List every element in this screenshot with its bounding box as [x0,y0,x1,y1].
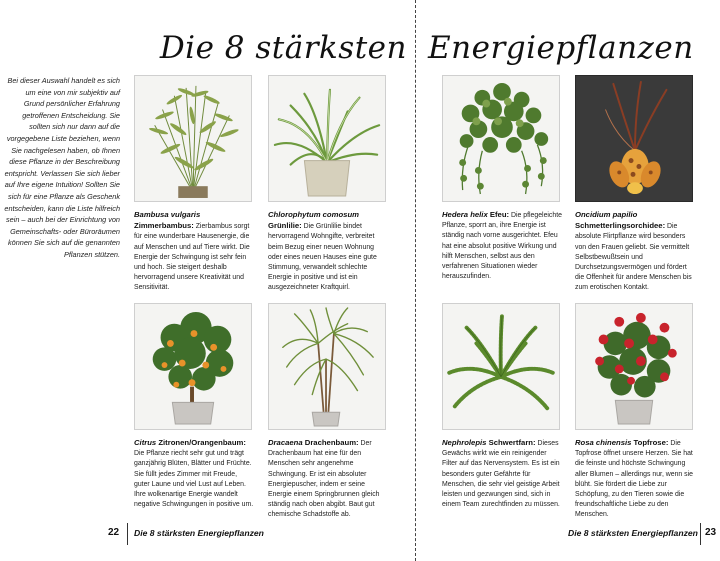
plant-sci-name: Chlorophytum comosum [268,210,359,219]
fern-plant-icon [443,304,559,429]
plant-common-name: Schwertfarn: [486,438,536,447]
plant-common-name: Topfrose: [631,438,669,447]
plant-sci-name: Bambusa vulgaris [134,210,201,219]
page-number-right: 23 [705,527,717,538]
plant-sci-name: Hedera helix [442,210,488,219]
plant-sci-name: Nephrolepis [442,438,487,447]
caption-dracaena [268,438,388,521]
caption-rose [575,438,695,521]
intro-text: Bei dieser Auswahl handelt es sich um eine von mir subjektiv auf Grund persönlicher Erfahrung getroffenen Entscheidung. Sie sollten sich nur dann auf die vorgegebene Liste beziehen, wenn Sie nachgelesen haben, ob Ihnen diese Pflanze in der Beschreibung entspricht. Verlassen Sie sich lieber auf Ihre eigene Intuition! Sollten Sie sich für eine Pflanze als Geschenk entscheiden, kann die Liste hilfreich sein – auch bei der Einrichtung von Gemeinschafts- oder Büroräumen können Sie sich auf die genannten Pflanzen stützen. [4,76,120,259]
photo-dracaena [268,303,386,430]
plant-common-name: Grünlilie: [268,221,302,231]
orchid-icon [576,76,692,201]
plant-sci-name: Dracaena [268,438,303,447]
spider-plant-icon [269,76,385,201]
rose-plant-icon [576,304,692,429]
photo-spider-plant [268,75,386,202]
caption-bamboo [134,210,254,294]
caption-ivy [442,210,562,282]
plant-description: Die Grünlilie bindet hervorragend Wohngifte, verbreitet beim Bezug einer neuen Wohnung oder eines neuen Hauses eine gute Stimmung, verwandelt schlechte Energie in positive und ist ein ausgezeichneter Kraftquirl. [268,223,377,292]
plant-common-name: Drachenbaum: [302,438,359,447]
footer-divider-right [700,523,701,545]
citrus-tree-icon [135,304,251,429]
title-left: Die 8 stärksten [159,30,407,66]
title-right: Energiepflanzen [428,30,694,66]
photo-rose [575,303,693,430]
dracaena-plant-icon [269,304,385,429]
caption-spider-plant [268,210,388,294]
plant-description: Der Drachenbaum hat eine für den Menschen sehr angenehme Schwingung. Er ist ein absoluter Energiepuscher, indem er seine Energie einem Springbrunnen gleich ständig nach oben abgibt. Baut gut chemische Schadstoffe ab. [268,440,380,519]
photo-ivy [442,75,560,202]
caption-citrus [134,438,254,510]
plant-common-name: Efeu: [487,210,510,219]
plant-sci-name: Rosa chinensis [575,438,632,447]
footer-left: Die 8 stärksten Energiepflanzen [134,528,264,538]
photo-citrus [134,303,252,430]
plant-description: Die Topfrose öffnet unsere Herzen. Sie hat die feinste und höchste Schwingung aller Blumen – allerdings nur, wenn sie blüht. Sie fördert die Liebe zur Schöpfung, zu den Tieren sowie die freundschaftliche Liebe zu den Menschen. [575,440,693,519]
plant-common-name: Zimmerbambus: [134,221,194,231]
plant-sci-name: Citrus [134,438,157,447]
plant-description: Dieses Gewächs wirkt wie ein reinigender Filter auf das Nervensystem. Es ist ein besonders guter Gefährte für Menschen, die sehr viel geistige Arbeit leisten und gezwungen sind, sich in einem Team zurechtfinden zu müssen. [442,440,560,509]
photo-fern [442,303,560,430]
page-gutter [415,0,416,561]
page-number-left: 22 [108,527,120,538]
caption-fern [442,438,562,510]
footer-divider-left [127,523,128,545]
plant-common-name: Schmetterlingsorchidee: [575,221,666,231]
plant-description: Die absolute Flirtpflanze wird besonders von den Frauen geliebt. Sie vermittelt Selbstbewußtsein und Durchsetzungsvermögen und fördert die Offenheit für andere Menschen bis zum erotischen Kontakt. [575,223,692,292]
plant-description: Die pflegeleichte Pflanze, sporrt an, ihre Energie ist ständig nach vorne ausgerichtet. Efeu hat eine absolut positive Wirkung und hilft Menschen, selbst aus den verfahrenen Situationen wieder herauszufinden. [442,212,562,281]
plant-description: Zierbambus sorgt für eine wunderbare Hausenergie, die auf Menschen und auf Tiere wirkt. Die Energie der Schwingung ist sehr fein und hoch. Sie steigert deshalb hervorragend unsere Kreativität und Sensitivität. [134,223,250,292]
footer-right: Die 8 stärksten Energiepflanzen [568,528,698,538]
plant-description: Die Pflanze riecht sehr gut und trägt ganzjährig Blüten, Blätter und Früchte. Sie füllt jedes Zimmer mit Freude, guter Laune und viel Lust auf Leben. Ihre wolkenartige Energie wandelt negative Schwingungen in positive um. [134,450,254,509]
plant-sci-name: Oncidium papilio [575,210,638,219]
bamboo-plant-icon [135,76,251,201]
photo-bamboo [134,75,252,202]
plant-common-name: Zitronen/Orangenbaum: [156,438,246,447]
photo-orchid [575,75,693,202]
caption-orchid [575,210,695,294]
ivy-plant-icon [443,76,559,201]
